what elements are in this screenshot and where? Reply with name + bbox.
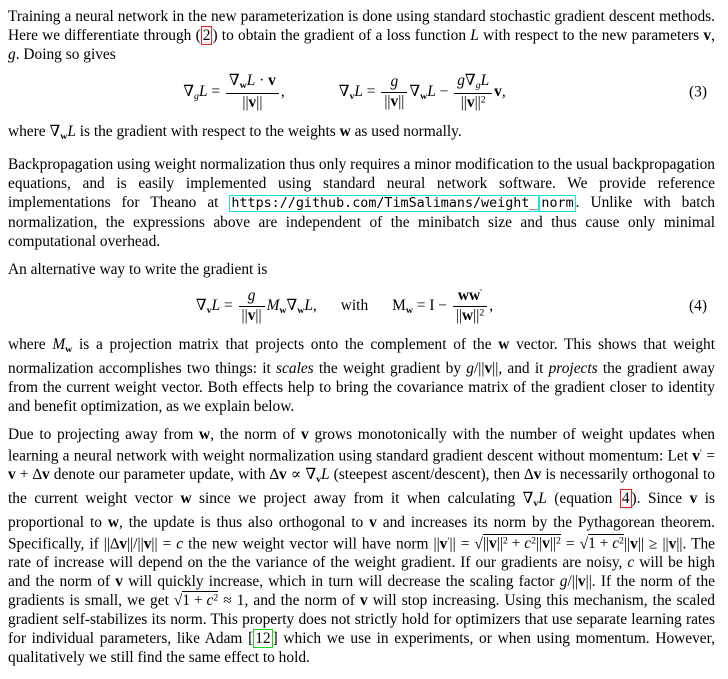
text-run: the new weight vector will have norm || [183,535,440,553]
equation-number: (4) [689,297,707,315]
text-run: is a projection matrix that projects onto the complement of the [72,335,499,353]
text-run: . Doing so gives [15,46,116,63]
display-equation [8,73,715,112]
text-run: || [482,535,490,553]
text-run: , [280,82,285,100]
text-run: g [466,359,474,377]
text-run: ∇ [228,72,240,89]
text-run: L [304,296,313,314]
text-run: with [340,296,369,314]
text-run: v [466,93,475,111]
text-run: . Unlike with batch normalization, the expressions above are independent of the minibatch size and thus cause only minimal computational overhead. [8,193,715,250]
text-run: v [247,306,256,324]
text-run: v [692,446,700,464]
text-run: , [501,82,506,100]
text-run: v [533,497,539,509]
text-run: = √ [560,535,589,553]
text-run: || = [151,535,177,553]
fraction [454,73,492,112]
paragraph [8,335,715,416]
text-run: , [312,296,317,314]
fraction-denominator [454,93,492,112]
text-run: v [533,465,542,483]
text-run: , [489,296,494,314]
text-run: ∇ [464,72,476,89]
text-run: ||, and it [492,359,549,377]
text-run: ≈ 1, and the norm of [218,592,360,610]
text-run: the gradient away from the current weight vector. Both effects help to bring the covariance matrix of the gradient closer to identity and benefit optimization, as we explain below. [8,359,715,415]
fraction-denominator [239,306,265,325]
text-run: v [115,573,123,591]
text-run: L [198,82,208,100]
text-run: v [248,93,257,111]
text-run: ||. The rate of increase will depend on the the variance of the weight gradient. If our gradients are noisy, [8,535,716,572]
text-run: ∝ [286,465,306,483]
text-run: v [703,27,712,44]
text-run: ′ [699,447,703,459]
text-run: w [297,304,305,316]
text-run: (steepest ascent/descent), then ∆ [329,465,534,483]
text-run: L [321,465,330,483]
text-run: w [180,489,192,507]
text-run: w [199,425,211,443]
text-run: v [439,535,448,553]
text-run: , the norm of [210,425,302,443]
text-run: ). Since [631,489,690,507]
text-run: ′ [447,535,450,547]
text-run: L [354,82,363,100]
text-run: ∇ [305,465,317,483]
text-run: || [535,535,543,553]
text-run: w [498,335,510,353]
fraction-numerator [381,74,407,92]
text-run: Due to projecting away from [8,425,200,443]
text-run: w [462,306,474,324]
equation-body [183,73,505,112]
text-run: v [494,82,502,100]
text-run: , the update is thus also orthogonal to [118,513,370,531]
text-run: will be high and the norm of [8,554,715,591]
text-run: v [542,535,550,553]
text-run: 1 + [588,535,613,553]
text-run: w [107,513,119,531]
text-run: || [473,306,480,324]
text-run: v [359,592,368,610]
text-run: v [668,535,677,553]
text-run: w [457,286,469,304]
text-run: c [612,535,620,553]
text-run: v [349,90,355,102]
text-run: ∇ [522,489,534,507]
text-run: ∇ [409,82,421,100]
fraction [239,288,265,325]
text-run: L [480,72,490,89]
text-run: w [60,130,68,142]
text-run: v [143,535,152,553]
url-link-part-2[interactable]: norm [541,195,574,211]
citation-12-link[interactable]: 12 [255,630,271,648]
text-run: 2 [556,535,561,547]
text-run: v [630,535,638,553]
text-run [182,591,218,609]
url-link-part-1[interactable]: https://github.com/TimSalimans/weight_ [231,195,538,211]
text-run: v [119,535,128,553]
text-run: || ≥ || [637,535,669,553]
text-run: = [362,82,380,100]
text-run: ∇ [286,296,298,314]
text-run: vector. This shows that weight normalization accomplishes two things: it [8,335,715,377]
text-run: || [460,93,467,111]
text-run: 2 [619,535,624,547]
text-run: L [67,122,76,140]
text-run: v [206,304,212,316]
text-run: g [475,79,481,91]
eq-ref-4-link[interactable]: 4 [621,489,630,507]
fraction [226,73,279,112]
text-run: v [8,465,16,483]
text-run: = [220,296,237,314]
equation-body [196,288,493,325]
text-run: c [206,592,214,610]
text-run: v [268,72,276,89]
text-run: g [457,72,465,89]
text-run: scales [276,359,314,377]
text-run: ||. If the norm of the gradients is small, we get √ [8,573,715,610]
equation-number: (3) [689,83,707,101]
text-run: is necessarily orthogonal to the current weight vector [8,465,715,507]
fraction-numerator [226,73,279,93]
text-run: || [256,93,263,111]
text-run: ||/|| [127,535,144,553]
text-run: , [711,27,715,44]
text-run: /|| [567,573,578,591]
text-run: w [420,90,428,102]
text-run: ∇ [195,296,207,314]
text-run: projects [548,359,598,377]
text-run: g [8,46,16,63]
text-run: with respect to the new parameters [478,27,704,44]
text-run: || [255,306,262,324]
text-run: g [247,286,256,304]
fraction-numerator [239,288,265,306]
text-run: v [489,535,497,553]
fraction-denominator [226,93,279,112]
text-run: = [207,82,224,100]
text-run: since we project away from it when calculating [191,489,523,507]
text-run: the weight gradient by [313,359,467,377]
text-run: v [279,465,287,483]
text-run: ∇ [338,82,350,100]
text-run: + [507,535,525,553]
text-run: c [524,535,532,553]
eq-ref-2-link[interactable]: 2 [202,27,211,44]
text-run: v [484,359,493,377]
text-run: 2 [502,535,508,547]
text-run: || [398,92,405,110]
text-run: L [427,82,436,100]
fraction [381,74,407,111]
text-run: ∇ [49,122,61,140]
text-run: 1 + [182,592,207,610]
text-run: 2 [479,307,485,319]
text-run: /|| [474,359,485,377]
text-run: L [470,27,479,44]
text-run: w [468,286,481,304]
text-run: Backpropagation using weight normalization thus only requires a minor modification to the usual backpropagation equations, and is easily implemented using standard neural network software. We provide reference implementations for Theano at [8,155,715,211]
paragraph [8,122,715,146]
text-run [483,534,561,552]
text-run: grows monotonically with the number of weight updates when learning a neural network with weight normalization using standard gradient descent without momentum: Let [8,425,715,464]
text-run: M [52,335,66,353]
text-run: 2 [480,94,486,106]
fraction [453,288,487,325]
text-run: || [474,93,481,111]
fraction-numerator [454,73,492,93]
text-run: (equation [546,489,620,507]
text-run: denote our parameter update, with ∆ [49,465,280,483]
fraction-denominator [453,306,487,325]
text-run: g [559,573,568,591]
text-run: M [392,296,406,314]
text-run: || [455,306,463,324]
text-run: − [435,82,453,100]
text-run: v [689,489,698,507]
text-run: v [577,573,586,591]
text-run: Training a neural network in the new parameterization is done using standard stochastic gradient descent methods. Here we differentiate through ( [8,8,715,44]
text-run: w [405,304,413,316]
paragraph [8,7,715,64]
text-run: L [538,489,547,507]
text-run: w [65,343,73,355]
text-run: An alternative way to write the gradient is [8,260,268,278]
paragraph [8,260,715,279]
text-run: w [339,122,351,140]
text-run: v [316,473,322,485]
text-run: || [242,93,249,111]
text-run: || [496,535,503,553]
text-run: where [8,122,50,140]
text-run: · [255,72,269,89]
text-run: will stop increasing. Using this mechanism, the scaled gradient self-stabilizes its norm. This property does not strictly hold for optimizers that use separate learning rates for individual parameters, like Adam [ [8,592,715,648]
text-run: 2 [531,535,536,547]
text-run: + ∆ [15,465,42,483]
fraction-denominator [381,92,407,111]
text-run: w [279,304,287,316]
text-run: ′ [480,287,483,299]
text-run: c [627,554,635,572]
text-run: w [239,79,247,91]
paragraph [8,425,715,668]
text-run: v [42,465,50,483]
text-run: = [702,446,715,464]
text-run: ∇ [183,82,195,100]
text-run: || [623,535,631,553]
text-run [588,534,624,552]
text-run: is proportional to [8,489,715,531]
text-run: g [390,72,399,90]
text-run: and increases its norm by the Pythagorean theorem. Specifically, if ||∆ [8,513,716,553]
text-run: L [246,72,256,89]
display-equation [8,288,715,325]
paragraph [8,155,715,251]
text-run: 2 [213,592,219,604]
text-run: || [241,306,248,324]
fraction-numerator [453,288,487,306]
text-run: v [301,425,309,443]
text-run: as used normally. [350,122,462,140]
text-run: g [194,90,199,102]
text-run: || [384,92,391,110]
text-run: ) to obtain the gradient of a loss function [212,27,471,44]
text-run: L [211,296,221,314]
text-run: || [549,535,557,553]
text-run: v [390,92,399,110]
text-run: M [266,296,280,314]
text-run: will quickly increase, which in turn will decrease the scaling factor [122,573,560,591]
text-run: is the gradient with respect to the weights [75,122,340,140]
text-run: = I − [412,296,451,314]
text-run: where [8,335,53,353]
text-run: || = √ [449,535,483,553]
text-run: ] which we use in experiments, or when using momentum. However, qualitatively we still find the same effect to hold. [8,630,715,667]
text-run: c [176,535,184,553]
text-run: v [369,513,377,531]
